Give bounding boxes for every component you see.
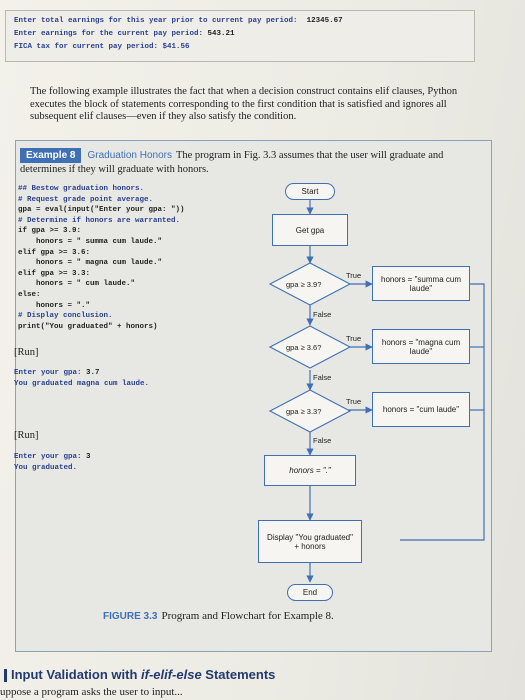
flow-true-label: True [346,271,362,280]
run-label: [Run] [14,430,39,441]
figure-label: FIGURE 3.3 [103,611,158,622]
run-prompt: Enter your gpa: [14,453,87,461]
flow-honors-cum: honors = "cum laude" [372,392,470,427]
flow-decision-2: gpa ≥ 3.6? [286,343,322,352]
flow-true-label: True [346,397,362,406]
flow-false-label: False [313,310,332,319]
flow-display: Display "You graduated" + honors [258,520,362,563]
flow-decision-3: gpa ≥ 3.3? [286,407,322,416]
code-line: else: [18,290,41,299]
run-input: 3.7 [86,369,100,377]
code-line: elif gpa >= 3.3: [18,269,91,278]
output-line: Enter earnings for the current pay period: [14,30,204,38]
run-input: 3 [86,453,91,461]
flow-honors-magna: honors = "magna cum laude" [372,329,470,364]
code-line: ## Bestow graduation honors. [18,185,145,193]
code-line: if gpa >= 3.9: [18,227,82,236]
output-value: 543.21 [207,30,235,38]
flow-honors-none: honors = "." [264,455,356,486]
flow-honors-summa: honors = "summa cum laude" [372,266,470,301]
code-line: # Determine if honors are warranted. [18,216,181,225]
run-prompt: Enter your gpa: [14,369,87,377]
intro-paragraph: The following example illustrates the fact that when a decision construct contains elif clauses, Python executes the block of statements corresponding to the first condition that is satisfied and ignores all subsequent elif clauses—even if they also satisfy the condition. [30,86,458,122]
flow-end: End [287,584,333,601]
flow-false-label: False [313,373,332,382]
output-value: 12345.67 [306,17,343,25]
code-line: honors = " magna cum laude." [18,259,163,268]
code-line: honors = "." [18,301,91,310]
flow-start: Start [285,183,335,200]
code-line: gpa = eval(input("Enter your gpa: ")) [18,206,185,215]
code-line: honors = " summa cum laude." [18,237,163,246]
code-line: print("You graduated" + honors) [18,322,158,331]
run-result: You graduated magna cum laude. [14,379,150,388]
example-title: Graduation Honors [87,150,172,161]
figure-caption [103,610,334,622]
figure-text: Program and Flowchart for Example 8. [161,610,334,622]
example-badge: Example 8 [20,148,81,163]
output-line: Enter total earnings for this year prior to current pay period: [14,17,298,25]
flow-decision-1: gpa ≥ 3.9? [286,280,322,289]
heading-bar [4,669,7,682]
flow-true-label: True [346,334,362,343]
example-text: The program in Fig. 3.3 assumes that the user will graduate and determines if they will graduate with honors. [20,150,444,175]
body-text-cut: uppose a program asks the user to input... [0,686,183,698]
flow-get-gpa: Get gpa [272,214,348,246]
run-label: [Run] [14,347,39,358]
code-line: # Request grade point average. [18,195,154,204]
flow-false-label: False [313,436,332,445]
code-line: # Display conclusion. [18,312,113,321]
run-result: You graduated. [14,463,78,472]
code-line: elif gpa >= 3.6: [18,248,91,257]
output-line: FICA tax for current pay period: $41.56 [14,43,190,51]
code-line: honors = " cum laude." [18,280,136,289]
section-heading: Input Validation with if-elif-else Statements [4,667,275,682]
